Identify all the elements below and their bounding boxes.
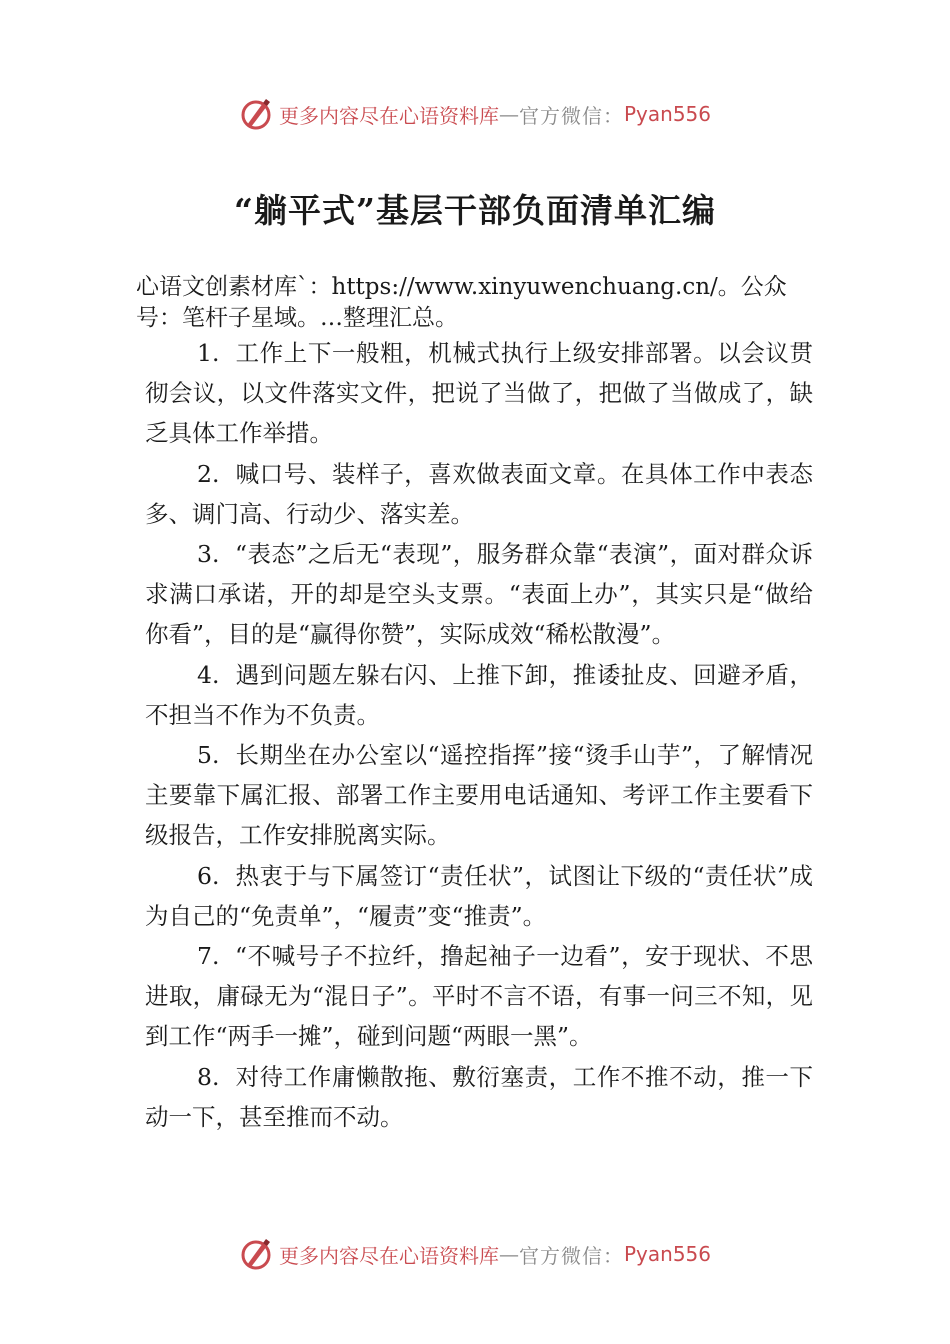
item-number: 3. xyxy=(197,540,220,569)
list-item xyxy=(145,936,813,1057)
list-item xyxy=(145,1057,813,1137)
banner-wechat-id: Pyan556 xyxy=(623,102,711,126)
item-number: 4. xyxy=(197,660,220,689)
item-number: 1. xyxy=(197,339,220,367)
list-item xyxy=(145,454,813,534)
item-text: 遇到问题左躲右闪、上推下卸，推诿扯皮、回避矛盾，不担当不作为不负责。 xyxy=(145,660,813,729)
item-text: 长期坐在办公室以“遥控指挥”接“烫手山芋”，了解情况主要靠下属汇报、部署工作主要用电话通知、考评工作主要看下级报告，工作安排脱离实际。 xyxy=(145,741,813,850)
document-title: “躺平式”基层干部负面清单汇编 xyxy=(234,191,716,230)
banner-dash: — xyxy=(498,1242,519,1266)
header-banner xyxy=(0,94,950,134)
banner-wechat-id: Pyan556 xyxy=(623,1242,711,1266)
list-item xyxy=(145,534,813,655)
banner-wechat-label: 官方微信： xyxy=(518,1243,624,1268)
list-item xyxy=(145,333,813,454)
source-note: 心语文创素材库`：https://www.xinyuwenchuang.cn/。公众号：笔杆子星域。…整理汇总。 xyxy=(136,274,787,331)
item-text: “表态”之后无“表现”，服务群众靠“表演”，面对群众诉求满口承诺，开的却是空头支票。“表面上办”，其实只是“做给你看”，目的是“赢得你赞”，实际成效“稀松散漫”。 xyxy=(145,540,813,649)
banner-text: 更多内容尽在心语资料库 xyxy=(278,1243,499,1268)
list-item xyxy=(145,655,813,735)
item-text: 喊口号、装样子，喜欢做表面文章。在具体工作中表态多、调门高、行动少、落实差。 xyxy=(145,459,813,528)
footer-banner xyxy=(0,1234,950,1274)
banner-text: 更多内容尽在心语资料库 xyxy=(278,103,499,128)
item-number: 2. xyxy=(197,459,220,488)
item-number: 7. xyxy=(197,942,220,971)
item-number: 8. xyxy=(197,1062,220,1091)
item-text: 对待工作庸懒散拖、敷衍塞责，工作不推不动，推一下动一下，甚至推而不动。 xyxy=(145,1062,813,1131)
item-number: 5. xyxy=(197,741,220,770)
banner-dash: — xyxy=(498,102,519,126)
list-item xyxy=(145,856,813,936)
item-text: “不喊号子不拉纤，撸起袖子一边看”，安于现状、不思进取，庸碌无为“混日子”。平时不言不语，有事一问三不知，见到工作“两手一摊”，碰到问题“两眼一黑”。 xyxy=(145,942,813,1051)
list-item xyxy=(145,735,813,856)
pen-circle-icon xyxy=(239,1237,273,1271)
banner-wechat-label: 官方微信： xyxy=(518,103,624,128)
item-list xyxy=(145,333,813,1137)
item-text: 工作上下一般粗，机械式执行上级安排部署。以会议贯彻会议，以文件落实文件，把说了当做了，把做了当做成了，缺乏具体工作举措。 xyxy=(145,339,813,448)
pen-circle-icon xyxy=(239,97,273,131)
item-text: 热衷于与下属签订“责任状”，试图让下级的“责任状”成为自己的“免责单”，“履责”变“推责”。 xyxy=(145,861,813,930)
item-number: 6. xyxy=(197,861,220,890)
